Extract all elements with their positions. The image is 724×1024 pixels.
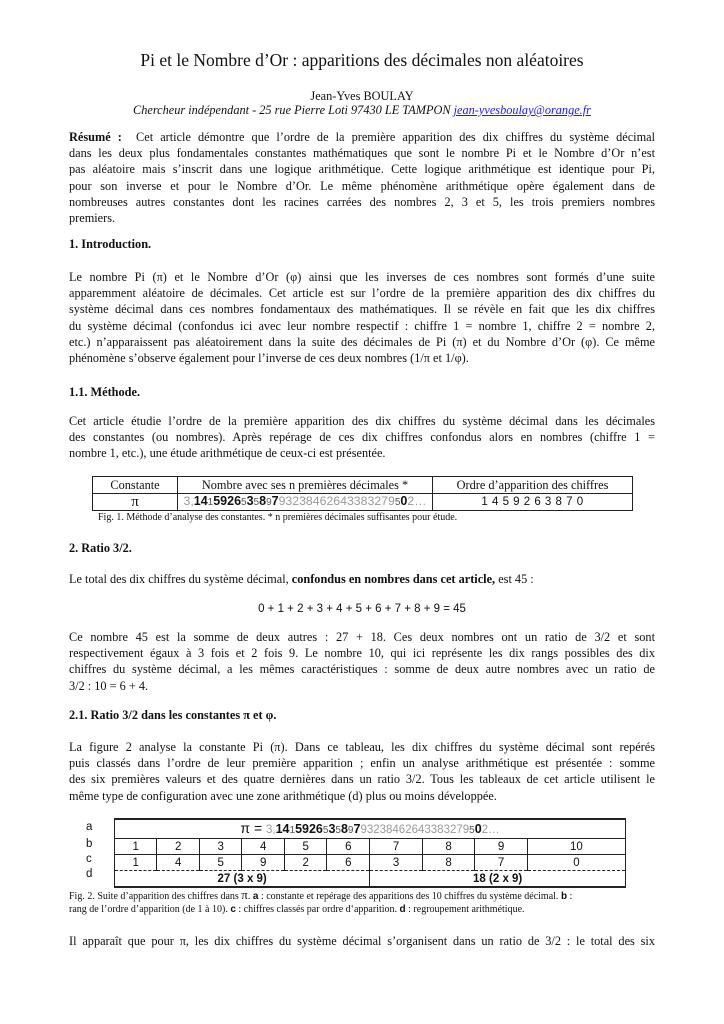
pi-digit-group: 14 [193,494,208,508]
caption-text: : regroupement arithmétique. [408,904,525,915]
table1-header-order: Ordre d’apparition des chiffres [433,477,633,494]
section-heading-introduction: 1. Introduction. [69,237,152,251]
pi-digit-group: 5 [253,497,260,508]
ratio-line: chiffres du système décimal, a les mêmes caractéristiques : somme de deux autre nombres avec un ratio de [69,662,655,677]
pi-integer-part: 3, [266,823,276,836]
table2-rank-cell: 8 [422,839,475,855]
ratio-text: Le total des dix chiffres du système décimal, [69,572,289,586]
table2-digit-cell: 3 [370,855,423,871]
abstract-line: dans les deux plus fondamentales constantes mathématiques que sont le nombre Pi et le Nombre d’Or n’est [69,146,655,161]
pi-digit-group: 2… [481,823,500,836]
table2-rank-cell: 7 [370,839,423,855]
table1-header-constant: Constante [93,477,178,494]
pi-digits-sequence [183,494,426,508]
pi-digit-group: 3 [328,821,336,836]
sum-equation: 0 + 1 + 2 + 3 + 4 + 5 + 6 + 7 + 8 + 9 = 45 [258,603,466,615]
intro-line: apparemment aléatoire de décimales. Cet article est sur l’ordre de la première apparition des dix chiffres du [69,286,655,301]
pi-digit-group: 2… [407,494,427,508]
introduction-paragraph [69,269,655,366]
figure2-caption [69,888,655,916]
table2-sum-left: 27 (3 x 9) [115,871,370,888]
table1-constant-symbol: π [93,494,178,511]
pi-digit-group: 3 [246,494,254,508]
caption-text: : chiffres classés par ordre d‘apparition. [238,904,398,915]
table1-pi-digits [178,494,433,511]
table2-digit-cell: 1 [115,855,157,871]
pi-digit-group: 1 [289,824,296,836]
caption-text: : [569,891,573,902]
ratio-text-bold: confondus en nombres dans cet article, [291,572,496,586]
table2-rank-cell: 1 [115,839,157,855]
method-paragraph [69,413,655,462]
author-affiliation [0,102,724,118]
caption-key-d: d [399,904,406,915]
pi-digit-group: 0 [400,494,408,508]
pi-digit-group: 0 [474,821,482,836]
last-paragraph-line: Il apparaît que pour π, les dix chiffres du système décimal s’organisent dans un ratio de 3/2 : le total des six [69,934,655,948]
pi-digit-group: 1 [207,497,214,508]
figure1-caption: Fig. 1. Méthode d’analyse des constantes. * n premières décimales suffisantes pour étude. [98,512,458,523]
pi-digit-group: 14 [275,821,290,836]
pi-digit-group: 8 [259,494,267,508]
author-email-link[interactable]: jean-yvesboulay@orange.fr [453,103,591,117]
table2-digit-cell: 2 [284,855,326,871]
table1-header-number: Nombre avec ses n premières décimales * [178,477,433,494]
table2-row-label-b: b [86,838,93,850]
caption-pi-symbol: π [241,887,248,902]
intro-line: phénomène s’observe également pour l’inverse de ces deux nombres (1/π et 1/φ). [69,351,469,366]
pi-digit-group: 7 [353,821,361,836]
caption-text: : constante et repérage des apparitions des 10 chiffres du système décimal. [260,891,559,902]
table2-row-label-c: c [86,853,92,865]
ratio-line: respectivement égaux à 3 fois et 2 fois 9. Le nombre 10, qui ici représente les dix rangs possibles des dix [69,646,655,661]
intro-line: Le nombre Pi (π) et le Nombre d’Or (φ) ainsi que les inverses de ces nombres sont formés d’une suite [69,270,655,284]
pi-integer-part: 3, [183,494,194,508]
abstract-line: premiers. [69,211,116,226]
method-line: Cet article étudie l’ordre de la première apparition des dix chiffres du système décimal dans les décimales [69,414,655,428]
method-table [92,476,633,511]
intro-line: du système décimal (confondus ici avec leur nombre respectif : chiffre 1 = nombre 1, chiffre 2 = nombre 2, [69,318,655,333]
table2-sum-right: 18 (2 x 9) [370,871,626,888]
author-name: Jean-Yves BOULAY [310,89,414,103]
table2-constant-row [115,819,626,839]
table2-digit-cell: 6 [327,855,370,871]
pi-digit-group: 5926 [295,821,323,836]
table1-order: 1 4 5 9 2 6 3 8 7 0 [433,494,633,511]
pi-digit-group: 5 [394,497,401,508]
table2-digit-row [115,855,626,871]
caption-text: Fig. 2. Suite d’apparition des chiffres dans [69,891,239,902]
fig2-intro-line: La figure 2 analyse la constante Pi (π). Dans ce tableau, les dix chiffres du système décimal sont repérés [69,740,655,754]
pi-digit-group: 5 [469,824,475,836]
table2-rank-row [115,839,626,855]
table2-rank-cell: 9 [475,839,528,855]
section-heading-method: 1.1. Méthode. [69,385,141,399]
table2-digit-cell: 8 [422,855,475,871]
table2-rank-cell: 2 [157,839,199,855]
figure2-intro-paragraph [69,739,655,804]
table2-rank-cell: 3 [199,839,241,855]
caption-key-c: c [230,904,236,915]
pi-digit-group: 5 [335,824,341,836]
figure2-table [114,818,626,888]
abstract-line: pas aléatoire mais s’inscrit dans une logique arithmétique. Cette logique arithmétique est identique pour Pi, [69,162,655,177]
table2-rank-cell: 4 [242,839,284,855]
caption-text: rang de l’ordre d’apparition (de 1 à 10). [69,904,228,915]
ratio-line: Ce nombre 45 est la somme de deux autres : 27 + 18. Ces deux nombres ont un ratio de 3/2 et sont [69,630,655,644]
pi-digit-group: 5 [241,497,247,508]
affiliation-text: Chercheur indépendant - 25 rue Pierre Loti 97430 LE TAMPON [133,103,451,117]
caption-text: . [247,891,251,902]
table2-digit-cell: 7 [475,855,528,871]
table2-row-label-d: d [86,868,93,880]
pi-digit-group: 7 [271,494,279,508]
fig2-intro-line: même type de configuration avec une zone arithmétique (d) plus ou moins développée. [69,788,497,803]
ratio-paragraph [69,629,655,694]
pi-digit-group: 8 [340,821,348,836]
section-heading-ratio: 2. Ratio 3/2. [69,541,132,555]
table2-rank-cell: 5 [284,839,326,855]
abstract-label: Résumé : [69,130,122,144]
table2-rank-cell: 10 [527,839,625,855]
section-heading-ratio-constants: 2.1. Ratio 3/2 dans les constantes π et φ. [69,708,277,722]
intro-line: système décimal dans ces nombres fondamentaux des mathématiques. Il se révèle en fait que les dix chiffres [69,302,655,317]
table2-digit-cell: 0 [527,855,625,871]
caption-key-a: a [252,891,259,902]
fig2-intro-line: des six premières valeurs et des quatre dernières dans un ratio 3/2. Tous les tableaux de cet article utilisent le [69,772,655,787]
caption-key-b: b [560,891,568,902]
method-line: des constantes (ou nombres). Après repérage de ces dix chiffres confondus alors en nombres (chiffre 1 = [69,430,655,445]
pi-digits-sequence [266,821,500,836]
fig2-intro-line: puis classés dans l’ordre de leur première apparition ; enfin un analyse arithmétique est présentée : somme [69,756,655,771]
abstract [69,129,655,226]
ratio-intro-line [69,571,655,587]
table2-pi-prefix: π = [240,819,267,836]
pi-digit-group: 93238462643383279 [278,494,395,508]
table2-digit-cell: 4 [157,855,199,871]
abstract-line: Cet article démontre que l’ordre de la première apparition des dix chiffres du système décimal [136,130,656,144]
table2-digit-cell: 5 [199,855,241,871]
pi-digit-group: 93238462643383279 [360,823,470,836]
paper-title: Pi et le Nombre d’Or : apparitions des décimales non aléatoires [140,50,584,70]
abstract-line: pour son inverse et pour le Nombre d’Or. Le même phénomène arithmétique opère également dans de [69,178,655,193]
table2-row-label-a: a [86,821,93,833]
table2-rank-cell: 6 [327,839,370,855]
ratio-text: est 45 : [498,572,534,586]
method-line: nombre 1, etc.), une étude arithmétique de ceux-ci est présentée. [69,446,386,461]
table2-digit-cell: 9 [242,855,284,871]
intro-line: etc.) n’apparaissent pas aléatoirement dans la suite des décimales de Pi (π) et du Nombre d’Or (φ). Ce même [69,334,655,349]
pi-digit-group: 9 [266,497,272,508]
pi-digit-group: 5 [322,824,329,836]
pi-digit-group: 5926 [213,494,242,508]
pi-digit-group: 9 [347,824,354,836]
ratio-line: 3/2 : 10 = 6 + 4. [69,678,149,693]
abstract-line: nombreuses autres constantes dont les racines carrées des nombres 2, 3 et 5, les trois premiers nombres [69,194,655,209]
